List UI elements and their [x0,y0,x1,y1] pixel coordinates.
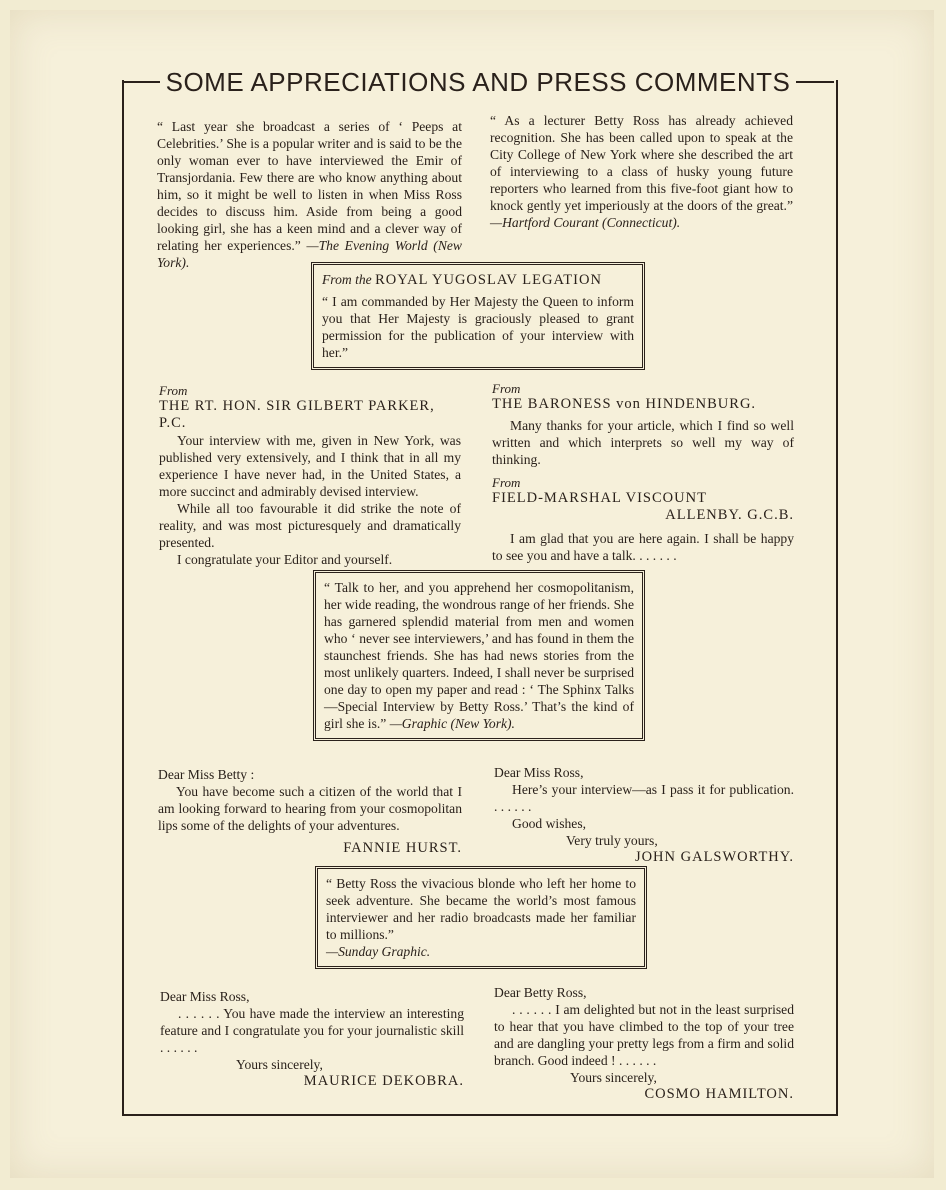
parker-from: From [159,383,188,398]
allenby-name-1: FIELD-MARSHAL VISCOUNT [492,490,707,506]
hurst-signature: FANNIE HURST. [343,840,462,856]
yugoslav-text: “ I am commanded by Her Majesty the Queen to inform you that Her Majesty is graciously pleased to grant permission for the publication of your interview with her.” [322,294,634,360]
parker-name: THE RT. HON. SIR GILBERT PARKER, P.C. [159,398,435,431]
title-rule-right [796,81,834,83]
dekobra-signature: MAURICE DEKOBRA. [303,1073,464,1089]
allenby-from: From [492,475,521,490]
yugoslav-from: From the [322,272,372,287]
hurst-text: You have become such a citizen of the world that I am looking forward to hearing from your cosmopolitan lips some of the delights of your adventures. [158,784,462,833]
yugoslav-box [311,262,645,370]
hindenburg-text: Many thanks for your article, which I find so well written and which interprets so well my way of thinking. [492,418,794,467]
hamilton-salutation: Dear Betty Ross, [494,985,587,1000]
parker-letter [159,384,461,568]
sunday-source: —Sunday Graphic. [326,944,431,959]
sunday-graphic-box [315,866,647,969]
galsworthy-letter [494,764,794,866]
galsworthy-text: Here’s your interview—as I pass it for publication. . . . . . . [494,782,794,814]
galsworthy-salutation: Dear Miss Ross, [494,765,584,780]
hartford-text: “ As a lecturer Betty Ross has already achieved recognition. She has been called upon to speak at the City College of New York where she described the art of interviewing to a class of husky young future reporters who learned from this five-foot giant how to knock gently yet imperiously at the doors of the great.” [490,113,793,213]
galsworthy-closing: Very truly yours, [566,833,658,848]
hindenburg-from: From [492,381,521,396]
sunday-quote [326,875,636,960]
evening-world-text: “ Last year she broadcast a series of ‘ Peeps at Celebrities.’ She is a popular writer and is said to be the only woman ever to have interviewed the Emir of Transjordania. Few there are who know anything about him, so it might be well to listen in when Miss Ross decides to discuss him. Aside from being a good looking girl, she has a keen mind and a clever way of relating her experiences.” [157,119,462,253]
dekobra-closing: Yours sincerely, [236,1057,323,1072]
evening-world-source: —The Evening World (New York). [157,238,462,270]
header [122,64,834,100]
graphic-text: “ Talk to her, and you apprehend her cosmopolitanism, her wide reading, the wondrous range of her friends. She has garnered splendid material from men and women who ‘ never see interviewers,’ and has found in them the staunchest friends. She has had news stories from the most unlikely quarters. Indeed, I shall never be surprised one day to open my paper and read : ‘ The Sphinx Talks—Special Interview by Betty Ross.’ That’s the kind of girl she is.” [324,580,634,731]
dekobra-salutation: Dear Miss Ross, [160,989,250,1004]
title-rule-left [122,81,160,83]
hamilton-text: . . . . . . I am delighted but not in the least surprised to hear that you have climbed to the top of your tree and are dangling your pretty legs from a firm and solid branch. Good indeed ! . . . . . . [494,1002,794,1068]
parker-p3: I congratulate your Editor and yourself. [177,552,393,567]
graphic-source: —Graphic (New York). [389,716,515,731]
hamilton-closing: Yours sincerely, [570,1070,657,1085]
hamilton-signature: COSMO HAMILTON. [644,1086,794,1102]
graphic-quote [324,579,634,732]
allenby-letter [492,476,794,564]
dekobra-text: . . . . . . You have made the interview an interesting feature and I congratulate you for your journalistic skill . . . . . . [160,1006,464,1055]
hurst-salutation: Dear Miss Betty : [158,767,255,782]
hartford-quote [490,112,793,231]
galsworthy-signature: JOHN GALSWORTHY. [634,849,794,865]
allenby-name-2: ALLENBY. G.C.B. [665,507,794,523]
evening-world-quote [157,118,462,271]
hindenburg-name: THE BARONESS von HINDENBURG. [492,396,757,412]
hamilton-letter [494,984,794,1103]
page-title: SOME APPRECIATIONS AND PRESS COMMENTS [165,66,791,97]
galsworthy-wishes: Good wishes, [512,816,587,831]
yugoslav-org: ROYAL YUGOSLAV LEGATION [375,272,602,288]
allenby-text: I am glad that you are here again. I shall be happy to see you and have a talk. . . . . . . [492,531,794,563]
dekobra-letter [160,988,464,1090]
graphic-box [313,570,645,741]
sunday-text: “ Betty Ross the vivacious blonde who left her home to seek adventure. She became the world’s most famous interviewer and her radio broadcasts made her familiar to millions.” [326,876,636,942]
parker-p1: Your interview with me, given in New York, was published very extensively, and I think that in all my experience I have never had, in the United States, a more succinct and admirably devised interview. [159,433,461,499]
hindenburg-letter [492,382,794,468]
hartford-source: —Hartford Courant (Connecticut). [490,215,681,230]
parker-p2: While all too favourable it did strike the note of reality, and was most picturesquely and dramatically presented. [159,501,461,550]
hurst-letter [158,766,462,857]
